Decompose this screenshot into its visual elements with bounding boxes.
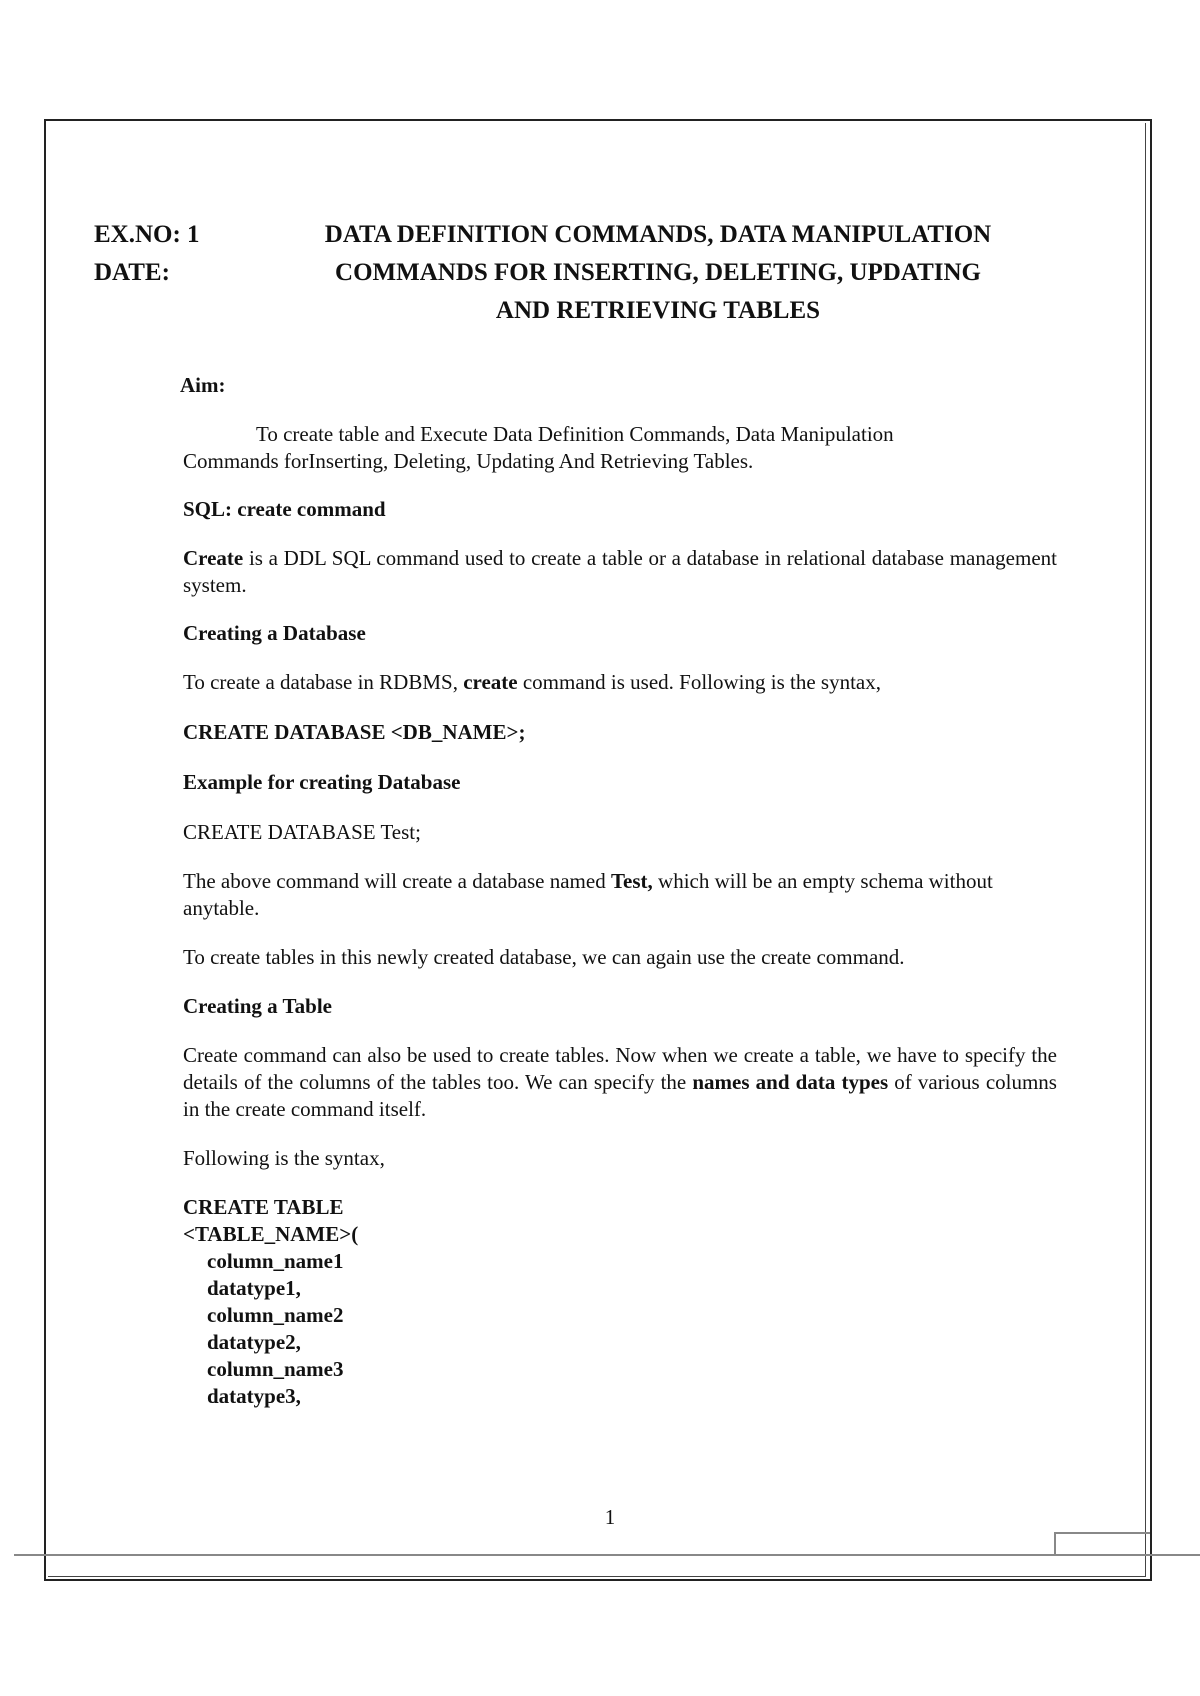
aim-text — [183, 421, 1057, 475]
title-line: AND RETRIEVING TABLES — [495, 297, 821, 324]
example-database-followup: To create tables in this newly created database, we can again use the create command. — [183, 945, 905, 969]
example-database-command: CREATE DATABASE Test; — [183, 820, 421, 844]
text-part: Create command can also be used to create tables. Now when we create a table, we have to specify the details of the columns of the tables too. We can specify the — [183, 1043, 1057, 1094]
sql-create-description — [183, 545, 1057, 599]
syntax-line: column_name1 — [207, 1249, 344, 1273]
footer-rule — [14, 1554, 1200, 1556]
syntax-line: <TABLE_NAME>( — [183, 1222, 359, 1246]
create-database-syntax: CREATE DATABASE <DB_NAME>; — [183, 720, 526, 744]
aim-heading: Aim: — [180, 373, 226, 397]
example-database-heading: Example for creating Database — [183, 770, 461, 794]
text-part: of various columns in the create command itself. — [183, 1070, 1057, 1121]
syntax-line: column_name3 — [207, 1357, 344, 1381]
text-part: which will be an empty schema without anytable. — [183, 869, 993, 920]
aim-text-line: Commands forInserting, Deleting, Updating And Retrieving Tables. — [183, 449, 754, 473]
syntax-line: column_name2 — [207, 1303, 344, 1327]
keyword-create: Create — [183, 546, 244, 570]
syntax-line: datatype3, — [207, 1384, 301, 1408]
description-text: is a DDL SQL command used to create a table or a database in relational database management system. — [183, 546, 1057, 597]
title-line: DATA DEFINITION COMMANDS, DATA MANIPULATION — [324, 221, 992, 248]
syntax-intro: Following is the syntax, — [183, 1146, 385, 1170]
create-table-syntax — [183, 1194, 1057, 1410]
text-part: To create a database in RDBMS, — [183, 670, 464, 694]
exercise-meta — [94, 216, 200, 292]
title-line: COMMANDS FOR INSERTING, DELETING, UPDATING — [335, 259, 981, 286]
exercise-title — [268, 216, 1048, 330]
sql-create-heading: SQL: create command — [183, 497, 386, 521]
exercise-date-label: DATE: — [94, 259, 170, 286]
syntax-line: datatype2, — [207, 1330, 301, 1354]
creating-table-text — [183, 1042, 1057, 1123]
creating-database-text — [183, 669, 1057, 696]
page-number: 1 — [604, 1505, 616, 1529]
document-body — [180, 372, 1057, 1410]
aim-text-line: To create table and Execute Data Definition Commands, Data Manipulation — [256, 422, 894, 446]
database-name: Test, — [610, 869, 653, 893]
keyword-create: create — [463, 670, 518, 694]
footer-corner-tab — [1054, 1532, 1150, 1554]
text-part: command is used. Following is the syntax, — [517, 670, 882, 694]
exercise-number: EX.NO: 1 — [94, 221, 200, 248]
creating-table-heading: Creating a Table — [183, 994, 332, 1018]
creating-database-heading: Creating a Database — [183, 621, 366, 645]
text-part: The above command will create a database named — [183, 869, 611, 893]
names-and-datatypes: names and data types — [692, 1070, 889, 1094]
syntax-line: CREATE TABLE — [183, 1195, 344, 1219]
example-database-explanation — [183, 868, 1057, 922]
syntax-line: datatype1, — [207, 1276, 301, 1300]
